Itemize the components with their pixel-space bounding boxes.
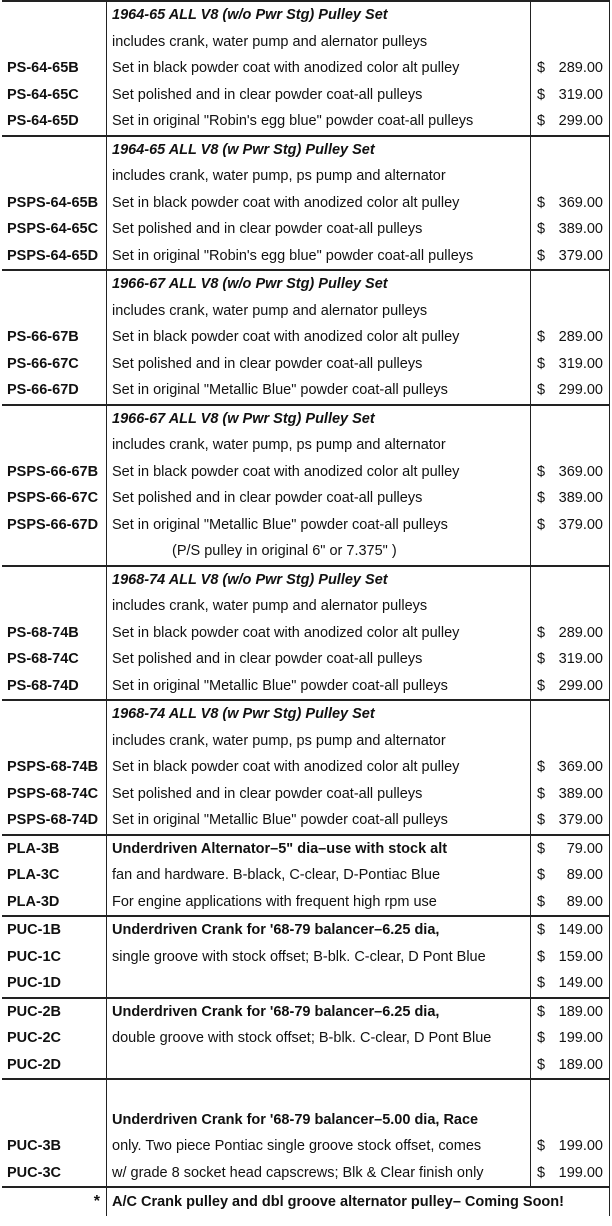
- part-number: PLA-3B: [7, 840, 60, 857]
- price-cell: [530, 673, 610, 700]
- description: [106, 351, 530, 378]
- description: [106, 406, 530, 433]
- price-value: 319.00: [558, 651, 603, 667]
- price-cell: [530, 512, 610, 539]
- pulley-group: [2, 404, 610, 565]
- price-cell: [530, 620, 610, 647]
- footnote-text: A/C Crank pulley and dbl groove alternator pulley– Coming Soon!: [106, 1188, 610, 1216]
- part-number: [2, 271, 106, 298]
- description-text: Set polished and in clear powder coat-all pulleys: [112, 221, 423, 237]
- currency-symbol: $: [537, 355, 546, 372]
- description-text: Underdriven Crank for '68-79 balancer–6.25 dia,: [112, 922, 440, 938]
- currency-symbol: $: [537, 651, 546, 667]
- part-number: PSPS-66-67B: [7, 463, 99, 480]
- currency-symbol: $: [537, 194, 546, 211]
- currency-symbol: $: [537, 382, 546, 398]
- table-row: [2, 836, 610, 863]
- currency-symbol: $: [537, 1164, 546, 1181]
- part-number: PSPS-64-65D: [7, 247, 99, 264]
- price-value: 319.00: [558, 86, 603, 103]
- price-value: 199.00: [558, 1030, 603, 1046]
- price-value: 289.00: [558, 624, 603, 641]
- description: [106, 271, 530, 298]
- part-number: [2, 163, 106, 190]
- price-cell: [530, 82, 610, 109]
- description-text: double groove with stock offset; B-blk. C-clear, D Pont Blue: [112, 1030, 492, 1046]
- table-row: [2, 999, 610, 1026]
- price-cell: [530, 567, 610, 594]
- description: [106, 728, 530, 755]
- currency-symbol: $: [537, 1138, 546, 1154]
- description: [106, 1052, 530, 1079]
- currency-symbol: $: [537, 975, 546, 991]
- description-text: Set in original "Robin's egg blue" powder coat-all pulleys: [112, 113, 474, 129]
- table-row: [2, 29, 610, 56]
- table-row: [2, 673, 610, 700]
- pulley-group: [2, 269, 610, 404]
- part-number: [2, 406, 106, 433]
- pulley-group: [2, 915, 610, 997]
- table-row: [2, 137, 610, 164]
- description: [106, 701, 530, 728]
- part-number: PUC-1C: [7, 948, 61, 965]
- price-cell: [530, 1107, 610, 1134]
- group-title: 1964-65 ALL V8 (w Pwr Stg) Pulley Set: [112, 141, 375, 158]
- description-text: includes crank, water pump, ps pump and alternator: [112, 168, 446, 184]
- currency-symbol: $: [537, 922, 546, 938]
- description: [106, 1080, 530, 1107]
- description: [106, 781, 530, 808]
- description-text: Set in black powder coat with anodized color alt pulley: [112, 463, 460, 480]
- description: [106, 324, 530, 351]
- description-text: Set polished and in clear powder coat-all pulleys: [112, 86, 423, 103]
- table-row: [2, 485, 610, 512]
- description: [106, 1160, 530, 1187]
- price-value: 379.00: [558, 812, 603, 828]
- description: [106, 538, 530, 565]
- part-number: PSPS-66-67C: [7, 490, 99, 506]
- part-number: PSPS-68-74D: [7, 812, 99, 828]
- part-number: PLA-3C: [7, 867, 60, 883]
- currency-symbol: $: [537, 785, 546, 802]
- description-text: Set in original "Metallic Blue" powder coat-all pulleys: [112, 516, 448, 533]
- description: [106, 485, 530, 512]
- price-value: 299.00: [558, 382, 603, 398]
- description-text: Set in original "Metallic Blue" powder coat-all pulleys: [112, 677, 448, 694]
- price-cell: [530, 836, 610, 863]
- description: [106, 646, 530, 673]
- part-number: PS-64-65C: [7, 86, 79, 103]
- part-number: [2, 137, 106, 164]
- description: [106, 862, 530, 889]
- description: [106, 944, 530, 971]
- description: [106, 593, 530, 620]
- currency-symbol: $: [537, 60, 546, 76]
- part-number: PS-68-74B: [7, 624, 79, 641]
- price-value: 299.00: [558, 677, 603, 694]
- part-number: PSPS-66-67D: [7, 516, 99, 533]
- group-title: 1968-74 ALL V8 (w Pwr Stg) Pulley Set: [112, 706, 375, 722]
- part-number: PUC-2D: [7, 1056, 61, 1073]
- price-cell: [530, 646, 610, 673]
- description: [106, 29, 530, 56]
- description-text: (P/S pulley in original 6" or 7.375" ): [172, 543, 397, 559]
- part-number: PS-64-65D: [7, 113, 79, 129]
- description: [106, 567, 530, 594]
- part-number: [2, 298, 106, 325]
- price-cell: [530, 271, 610, 298]
- currency-symbol: $: [537, 840, 546, 857]
- table-row: [2, 1052, 610, 1079]
- part-number: PUC-1B: [7, 922, 61, 938]
- price-cell: [530, 351, 610, 378]
- table-row: [2, 298, 610, 325]
- table-row: [2, 1160, 610, 1187]
- price-value: 369.00: [558, 463, 603, 480]
- table-row: [2, 754, 610, 781]
- price-value: 159.00: [558, 948, 603, 965]
- currency-symbol: $: [537, 113, 546, 129]
- description: [106, 807, 530, 834]
- table-row: [2, 432, 610, 459]
- price-value: 189.00: [558, 1056, 603, 1073]
- price-cell: [530, 862, 610, 889]
- price-cell: [530, 754, 610, 781]
- price-cell: [530, 999, 610, 1026]
- price-cell: [530, 298, 610, 325]
- part-number: [2, 432, 106, 459]
- price-value: 369.00: [558, 759, 603, 775]
- description-text: includes crank, water pump, ps pump and alternator: [112, 732, 446, 749]
- price-cell: [530, 324, 610, 351]
- description-text: only. Two piece Pontiac single groove stock offset, comes: [112, 1138, 482, 1154]
- part-number: [2, 728, 106, 755]
- price-cell: [530, 485, 610, 512]
- part-number: PSPS-64-65B: [7, 194, 99, 211]
- price-value: 289.00: [558, 60, 603, 76]
- description: [106, 243, 530, 270]
- table-row: [2, 646, 610, 673]
- description-text: Set in original "Metallic Blue" powder coat-all pulleys: [112, 812, 448, 828]
- description-text: includes crank, water pump, ps pump and alternator: [112, 437, 446, 453]
- part-number: PS-66-67D: [7, 382, 79, 398]
- table-row: [2, 1025, 610, 1052]
- description: [106, 190, 530, 217]
- pulley-group: [2, 1078, 610, 1186]
- price-value: 389.00: [558, 490, 603, 506]
- currency-symbol: $: [537, 86, 546, 103]
- price-cell: [530, 55, 610, 82]
- price-cell: [530, 243, 610, 270]
- table-row: [2, 567, 610, 594]
- price-cell: [530, 1025, 610, 1052]
- part-number: [2, 701, 106, 728]
- description: [106, 1025, 530, 1052]
- group-title: 1964-65 ALL V8 (w/o Pwr Stg) Pulley Set: [112, 7, 388, 23]
- currency-symbol: $: [537, 221, 546, 237]
- price-cell: [530, 190, 610, 217]
- table-row: [2, 781, 610, 808]
- part-number: PS-66-67C: [7, 355, 79, 372]
- currency-symbol: $: [537, 893, 546, 910]
- part-number: [2, 1080, 106, 1107]
- description: [106, 216, 530, 243]
- part-number: PS-68-74D: [7, 677, 79, 694]
- part-number: PSPS-64-65C: [7, 221, 99, 237]
- currency-symbol: $: [537, 1056, 546, 1073]
- description: [106, 620, 530, 647]
- description: [106, 298, 530, 325]
- description-text: Set in black powder coat with anodized color alt pulley: [112, 759, 460, 775]
- description: [106, 432, 530, 459]
- description: [106, 836, 530, 863]
- part-number: PUC-1D: [7, 975, 61, 991]
- table-row: [2, 243, 610, 270]
- pulley-group: [2, 997, 610, 1079]
- group-title: 1966-67 ALL V8 (w Pwr Stg) Pulley Set: [112, 410, 375, 427]
- table-row: [2, 459, 610, 486]
- price-cell: [530, 108, 610, 135]
- table-row: [2, 701, 610, 728]
- group-title: 1968-74 ALL V8 (w/o Pwr Stg) Pulley Set: [112, 571, 388, 588]
- price-value: 149.00: [558, 922, 603, 938]
- price-cell: [530, 163, 610, 190]
- description: [106, 889, 530, 916]
- part-number: PUC-2B: [7, 1003, 61, 1020]
- table-row: [2, 807, 610, 834]
- description-text: Set polished and in clear powder coat-all pulleys: [112, 355, 423, 372]
- currency-symbol: $: [537, 247, 546, 264]
- price-value: 199.00: [558, 1138, 603, 1154]
- table-row: [2, 593, 610, 620]
- pulley-group: [2, 0, 610, 135]
- price-value: 389.00: [558, 785, 603, 802]
- description-text: w/ grade 8 socket head capscrews; Blk & Clear finish only: [112, 1164, 484, 1181]
- price-value: 369.00: [558, 194, 603, 211]
- price-value: 299.00: [558, 113, 603, 129]
- description: [106, 377, 530, 404]
- description: [106, 673, 530, 700]
- table-row: [2, 190, 610, 217]
- table-row: [2, 163, 610, 190]
- part-number: [2, 1107, 106, 1134]
- table-row: [2, 271, 610, 298]
- currency-symbol: $: [537, 624, 546, 641]
- part-number: PUC-3C: [7, 1164, 61, 1181]
- description: [106, 82, 530, 109]
- description: [106, 1107, 530, 1134]
- part-number: PS-66-67B: [7, 329, 79, 345]
- description: [106, 137, 530, 164]
- price-cell: [530, 2, 610, 29]
- pulley-group: [2, 699, 610, 834]
- price-value: 289.00: [558, 329, 603, 345]
- description-text: Set in black powder coat with anodized color alt pulley: [112, 329, 460, 345]
- group-title: 1966-67 ALL V8 (w/o Pwr Stg) Pulley Set: [112, 276, 388, 292]
- price-cell: [530, 1080, 610, 1107]
- footnote-star: *: [93, 1193, 100, 1210]
- price-value: 389.00: [558, 221, 603, 237]
- table-row: [2, 351, 610, 378]
- currency-symbol: $: [537, 948, 546, 965]
- description-text: fan and hardware. B-black, C-clear, D-Pontiac Blue: [112, 867, 441, 883]
- table-row: [2, 620, 610, 647]
- currency-symbol: $: [537, 1003, 546, 1020]
- price-cell: [530, 29, 610, 56]
- description-text: Set in original "Robin's egg blue" powder coat-all pulleys: [112, 247, 474, 264]
- price-value: 149.00: [558, 975, 603, 991]
- price-cell: [530, 970, 610, 997]
- description: [106, 970, 530, 997]
- price-cell: [530, 1052, 610, 1079]
- price-cell: [530, 1160, 610, 1187]
- description-text: Set in black powder coat with anodized color alt pulley: [112, 624, 460, 641]
- part-number: PSPS-68-74C: [7, 785, 99, 802]
- part-number: PUC-2C: [7, 1030, 61, 1046]
- price-list-table: [2, 0, 610, 1226]
- price-cell: [530, 406, 610, 433]
- description: [106, 917, 530, 944]
- cut-off-row: [2, 1216, 610, 1226]
- table-row: [2, 1107, 610, 1134]
- table-row: [2, 538, 610, 565]
- description-text: includes crank, water pump and alernator pulleys: [112, 302, 428, 319]
- table-row: [2, 2, 610, 29]
- description: [106, 512, 530, 539]
- price-value: 379.00: [558, 247, 603, 264]
- description-text: For engine applications with frequent high rpm use: [112, 893, 437, 910]
- part-number: PUC-3B: [7, 1138, 61, 1154]
- description-text: single groove with stock offset; B-blk. C-clear, D Pont Blue: [112, 948, 486, 965]
- description: [106, 999, 530, 1026]
- pulley-groups: [2, 0, 610, 1186]
- description-text: Set polished and in clear powder coat-all pulleys: [112, 490, 423, 506]
- table-row: [2, 862, 610, 889]
- currency-symbol: $: [537, 677, 546, 694]
- price-cell: [530, 1133, 610, 1160]
- price-cell: [530, 701, 610, 728]
- pulley-group: [2, 135, 610, 270]
- price-cell: [530, 807, 610, 834]
- price-cell: [530, 216, 610, 243]
- currency-symbol: $: [537, 516, 546, 533]
- pulley-group: [2, 834, 610, 916]
- description: [106, 55, 530, 82]
- price-value: 199.00: [558, 1164, 603, 1181]
- price-value: 379.00: [558, 516, 603, 533]
- price-cell: [530, 432, 610, 459]
- table-row: [2, 512, 610, 539]
- description-text: Set in black powder coat with anodized color alt pulley: [112, 60, 460, 76]
- part-number: [2, 538, 106, 565]
- currency-symbol: $: [537, 490, 546, 506]
- price-cell: [530, 377, 610, 404]
- table-row: [2, 889, 610, 916]
- price-value: 189.00: [558, 1003, 603, 1020]
- table-row: [2, 1133, 610, 1160]
- part-number: PS-68-74C: [7, 651, 79, 667]
- price-cell: [530, 728, 610, 755]
- table-row: [2, 324, 610, 351]
- part-number: [2, 567, 106, 594]
- description: [106, 108, 530, 135]
- table-row: [2, 728, 610, 755]
- price-cell: [530, 593, 610, 620]
- footnote-section: [2, 1186, 610, 1226]
- price-cell: [530, 538, 610, 565]
- table-row: [2, 1080, 610, 1107]
- description-text: includes crank, water pump and alernator pulleys: [112, 33, 428, 50]
- description-text: Underdriven Alternator–5" dia–use with stock alt: [112, 840, 448, 857]
- table-row: [2, 108, 610, 135]
- price-cell: [530, 781, 610, 808]
- table-row: [2, 216, 610, 243]
- currency-symbol: $: [537, 1030, 546, 1046]
- part-number: [2, 2, 106, 29]
- description-text: Set polished and in clear powder coat-all pulleys: [112, 651, 423, 667]
- price-value: 89.00: [566, 893, 603, 910]
- description: [106, 754, 530, 781]
- description-text: Set in original "Metallic Blue" powder coat-all pulleys: [112, 382, 448, 398]
- currency-symbol: $: [537, 759, 546, 775]
- description-text: Set polished and in clear powder coat-all pulleys: [112, 785, 423, 802]
- footnote-row: [2, 1188, 610, 1216]
- table-row: [2, 917, 610, 944]
- currency-symbol: $: [537, 463, 546, 480]
- part-number: PS-64-65B: [7, 60, 79, 76]
- description: [106, 2, 530, 29]
- description-text: Underdriven Crank for '68-79 balancer–6.25 dia,: [112, 1003, 440, 1020]
- currency-symbol: $: [537, 812, 546, 828]
- table-row: [2, 406, 610, 433]
- currency-symbol: $: [537, 329, 546, 345]
- price-cell: [530, 137, 610, 164]
- part-number: PSPS-68-74B: [7, 759, 99, 775]
- price-cell: [530, 889, 610, 916]
- price-value: 89.00: [566, 867, 603, 883]
- description-text: includes crank, water pump and alernator pulleys: [112, 598, 428, 614]
- table-row: [2, 944, 610, 971]
- price-cell: [530, 917, 610, 944]
- price-value: 79.00: [566, 840, 603, 857]
- description: [106, 1133, 530, 1160]
- description-text: Underdriven Crank for '68-79 balancer–5.00 dia, Race: [112, 1111, 479, 1128]
- table-row: [2, 377, 610, 404]
- currency-symbol: $: [537, 867, 546, 883]
- pulley-group: [2, 565, 610, 700]
- part-number: [2, 593, 106, 620]
- table-row: [2, 55, 610, 82]
- part-number: [2, 29, 106, 56]
- table-row: [2, 970, 610, 997]
- description-text: Set in black powder coat with anodized color alt pulley: [112, 194, 460, 211]
- part-number: PLA-3D: [7, 893, 60, 910]
- price-cell: [530, 459, 610, 486]
- description: [106, 459, 530, 486]
- table-row: [2, 82, 610, 109]
- price-value: 319.00: [558, 355, 603, 372]
- description: [106, 163, 530, 190]
- price-cell: [530, 944, 610, 971]
